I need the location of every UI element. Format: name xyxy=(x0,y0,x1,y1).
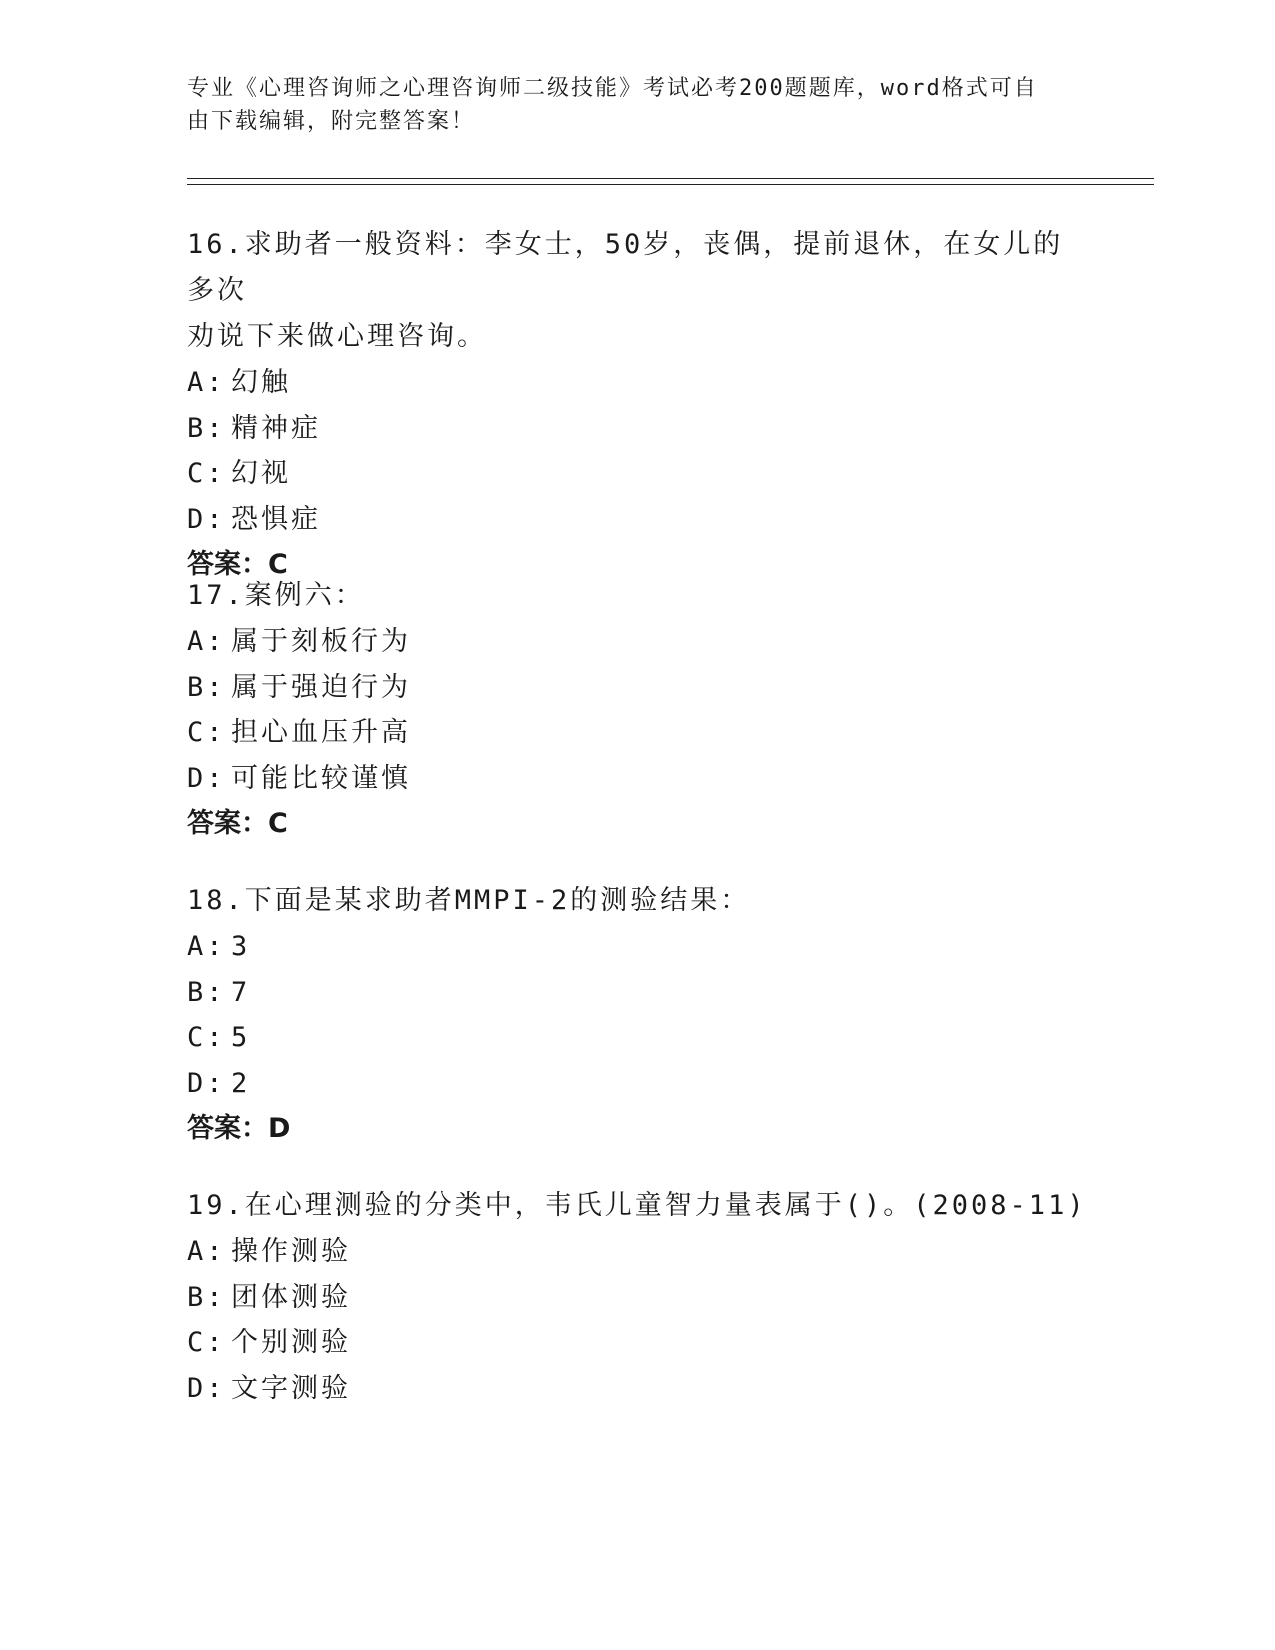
option-text: 操作测验 xyxy=(231,1236,351,1267)
option-a xyxy=(187,1229,1087,1275)
option-text: 担心血压升高 xyxy=(231,717,411,748)
option-text: 可能比较谨慎 xyxy=(231,762,411,794)
option-text: 7 xyxy=(231,976,251,1008)
option-a xyxy=(187,619,1087,665)
answer-label: 答案：D xyxy=(187,1113,291,1144)
option-d xyxy=(187,1061,1087,1107)
option-letter: B: xyxy=(187,976,226,1008)
option-text: 文字测验 xyxy=(231,1372,351,1404)
option-text: 幻视 xyxy=(231,458,291,489)
option-text: 2 xyxy=(231,1067,251,1099)
option-letter: C: xyxy=(187,1022,226,1053)
option-text: 5 xyxy=(231,1022,251,1053)
question-17 xyxy=(187,573,1087,847)
question-16 xyxy=(187,222,1087,588)
question-18 xyxy=(187,878,1087,1152)
option-letter: C: xyxy=(187,1327,226,1358)
option-text: 恐惧症 xyxy=(231,503,321,535)
option-text: 幻触 xyxy=(231,367,291,398)
question-stem-line-1: 18.下面是某求助者MMPI-2的测验结果： xyxy=(187,885,751,916)
option-d xyxy=(187,756,1087,802)
option-letter: D: xyxy=(187,1067,226,1099)
option-letter: A: xyxy=(187,626,226,657)
option-d xyxy=(187,497,1087,543)
option-letter: B: xyxy=(187,671,226,703)
option-letter: D: xyxy=(187,1372,226,1404)
option-a xyxy=(187,360,1087,406)
option-b xyxy=(187,406,1087,452)
option-letter: D: xyxy=(187,762,226,794)
option-text: 属于刻板行为 xyxy=(231,626,411,657)
option-d xyxy=(187,1366,1087,1412)
option-c xyxy=(187,1015,1087,1061)
header-divider-top xyxy=(187,178,1154,179)
option-text: 精神症 xyxy=(231,412,321,444)
option-c xyxy=(187,451,1087,497)
option-letter: A: xyxy=(187,1236,226,1267)
option-letter: C: xyxy=(187,458,226,489)
option-b xyxy=(187,665,1087,711)
option-text: 个别测验 xyxy=(231,1327,351,1358)
option-text: 团体测验 xyxy=(231,1281,351,1313)
answer-label: 答案：C xyxy=(187,549,288,580)
option-letter: A: xyxy=(187,931,226,962)
option-a xyxy=(187,924,1087,970)
question-stem-line-1: 19.在心理测验的分类中，韦氏儿童智力量表属于()。(2008-11) xyxy=(187,1190,1087,1221)
question-stem-line-1: 17.案例六： xyxy=(187,580,365,611)
question-19 xyxy=(187,1183,1087,1411)
option-text: 3 xyxy=(231,931,251,962)
option-letter: D: xyxy=(187,503,226,535)
intro-line-1: 专业《心理咨询师之心理咨询师二级技能》考试必考200题题库，word格式可自 xyxy=(187,76,1038,101)
option-c xyxy=(187,710,1087,756)
document-intro xyxy=(187,72,1067,138)
question-stem-line-1: 16.求助者一般资料：李女士，50岁，丧偶，提前退休，在女儿的多次 xyxy=(187,229,1064,306)
option-letter: A: xyxy=(187,367,226,398)
option-letter: B: xyxy=(187,1281,226,1313)
option-letter: B: xyxy=(187,412,226,444)
option-c xyxy=(187,1320,1087,1366)
answer-label: 答案：C xyxy=(187,808,288,839)
option-b xyxy=(187,1275,1087,1321)
option-letter: C: xyxy=(187,717,226,748)
intro-line-2: 由下载编辑，附完整答案！ xyxy=(187,109,476,134)
question-stem-line-2: 劝说下来做心理咨询。 xyxy=(187,321,487,352)
option-text: 属于强迫行为 xyxy=(231,671,411,703)
option-b xyxy=(187,970,1087,1016)
header-divider-bottom xyxy=(187,184,1154,185)
